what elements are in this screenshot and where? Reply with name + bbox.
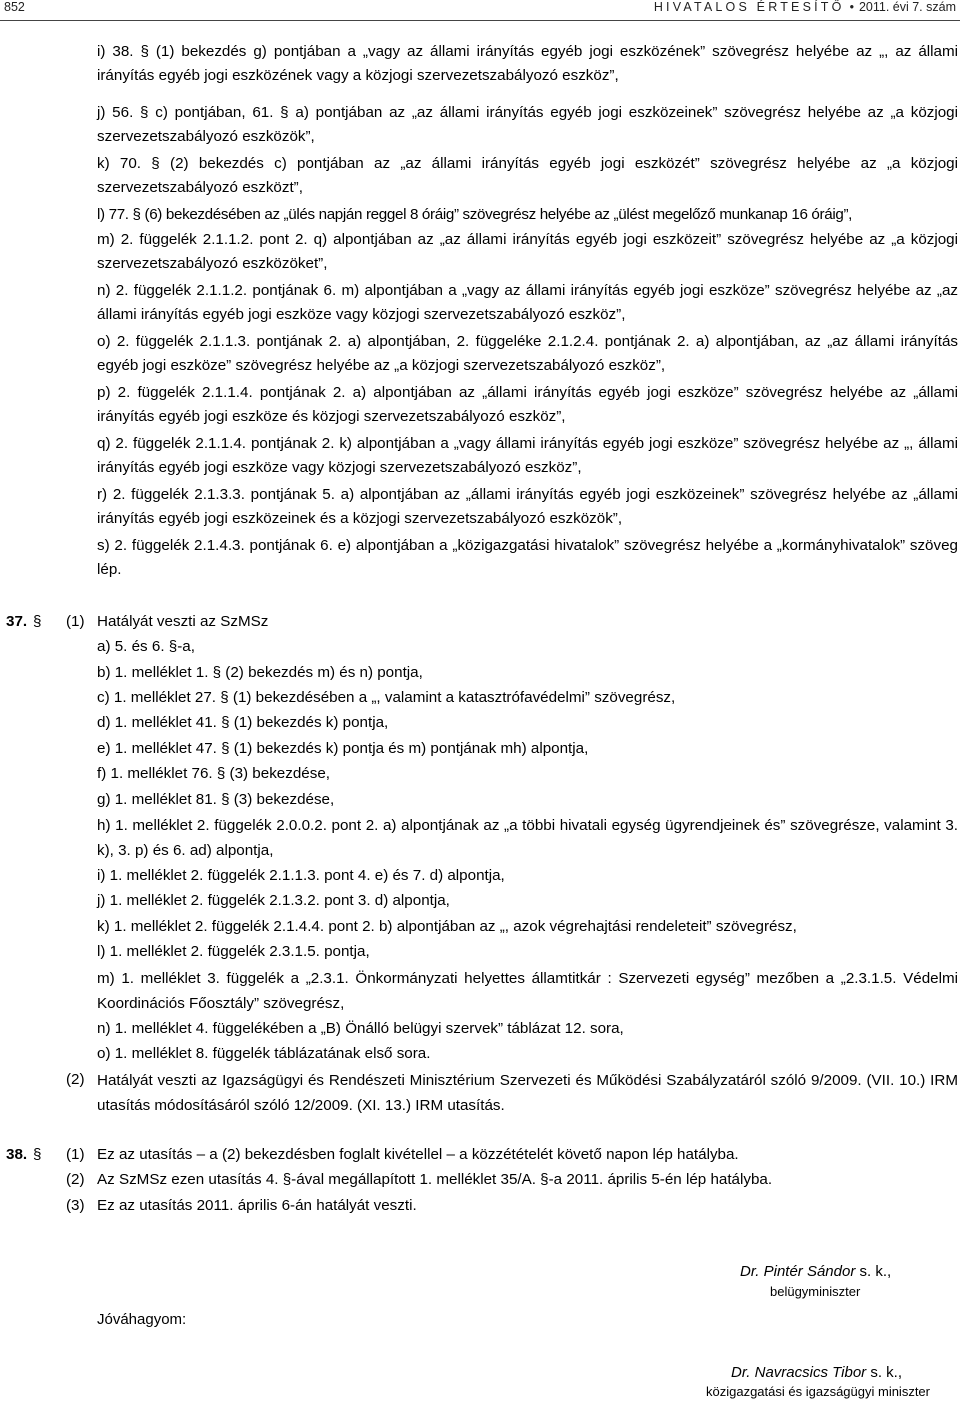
page-header [0,0,960,14]
approver-name: Dr. Navracsics Tibor [731,1364,867,1381]
item-n: n) 2. függelék 2.1.1.2. pontjának 6. m) alpontjában a „vagy az állami irányítás egyéb jogi eszköze” szövegrész helyébe az „az állami irányítás egyéb jogi eszköze vagy közjogi szervezetszabályozó eszköz”, [97,282,958,324]
item-l: l) 77. § (6) bekezdésében az „ülés napján reggel 8 óráig” szövegrész helyébe az „ülést megelőző munkanap 16 óráig”, [97,206,853,223]
approval-label: Jóváhagyom: [97,1311,187,1328]
repeal-item-a: a) 5. és 6. §-a, [97,638,195,655]
signer-name: Dr. Pintér Sándor [740,1263,856,1280]
item-k: k) 70. § (2) bekezdés c) pontjában az „az állami irányítás egyéb jogi eszközét” szövegrész helyébe az „a közjogi szervezetszabályozó eszközt”, [97,155,958,197]
section-38-number: 38. [6,1146,28,1163]
section-38-para2-text: Az SzMSz ezen utasítás 4. §-ával megállapított 1. melléklet 35/A. §-a 2011. április 5-én lép hatályba. [97,1171,773,1188]
repeal-item-g: g) 1. melléklet 81. § (3) bekezdése, [97,791,335,808]
item-o: o) 2. függelék 2.1.1.3. pontjának 2. a) alpontjában, 2. függeléke 2.1.2.4. pontjának 2. a) alpontjában, az „az állami irányítás egyéb jogi eszköze” szövegrész helyébe az „a közjogi szervezetszabályozó eszköz”, [97,333,958,375]
section-38-para2-number: (2) [66,1171,85,1188]
section-38-para1-text: Ez az utasítás – a (2) bekezdésben foglalt kivétellel – a közzétételét követő napon lép hatályba. [97,1146,739,1163]
publication-title: HIVATALOS ÉRTESÍTŐ [653,0,845,14]
section-38-para3-text: Ez az utasítás 2011. április 6-án hatályát veszti. [97,1197,417,1214]
repeal-item-j: j) 1. melléklet 2. függelék 2.1.3.2. pont 3. d) alpontja, [97,892,450,909]
item-p: p) 2. függelék 2.1.1.4. pontjának 2. a) alpontjában az „állami irányítás egyéb jogi eszköze” szövegrész helyébe az „állami irányítás egyéb jogi eszköze és közjogi szervezetszabályozó eszköz”, [97,384,958,426]
repeal-item-h: h) 1. melléklet 2. függelék 2.0.0.2. pont 2. a) alpontjának az „a többi hivatali egység ügyrendjeinek és” szövegrésze, valamint 3. k), 3. p) és 6. ad) alpontja, [97,817,958,859]
item-r: r) 2. függelék 2.1.3.3. pontjának 5. a) alpontjában az „állami irányítás egyéb jogi eszközeinek” szövegrész helyébe az „állami irányítás egyéb jogi eszközeinek és a közjogi szervezetszabályozó eszközök”, [97,486,958,528]
section-37-para2-number: (2) [66,1071,85,1088]
section-37-number: 37. [6,613,28,630]
item-q: q) 2. függelék 2.1.1.4. pontjának 2. k) alpontjában a „vagy állami irányítás egyéb jogi eszköze” szövegrész helyébe az „, állami irányítás egyéb jogi eszköze vagy közjogi szervezetszabályozó eszköz”, [97,435,958,477]
repeal-item-n: n) 1. melléklet 4. függelékében a „B) Önálló belügyi szervek” táblázat 12. sora, [97,1020,624,1037]
repeal-item-l: l) 1. melléklet 2. függelék 2.3.1.5. pontja, [97,943,370,960]
header-publication [654,0,956,14]
signature-minister [740,1262,891,1282]
approver-title: közigazgatási és igazságügyi miniszter [706,1384,930,1399]
section-38-symbol: § [33,1146,42,1163]
repeal-item-e: e) 1. melléklet 47. § (1) bekezdés k) pontja és m) pontjának mh) alpontja, [97,740,589,757]
repeal-item-f: f) 1. melléklet 76. § (3) bekezdése, [97,765,330,782]
signer-title: belügyminiszter [770,1284,861,1299]
section-38-para3-number: (3) [66,1197,85,1214]
repeal-item-k: k) 1. melléklet 2. függelék 2.1.4.4. pont 2. b) alpontjában az „, azok végrehajtási rendeleteit” szövegrész, [97,918,797,935]
section-37-para1-number: (1) [66,613,85,630]
repeal-item-m: m) 1. melléklet 3. függelék a „2.3.1. Önkormányzati helyettes államtitkár : Szervezeti egység” mezőben a „2.3.1.5. Védelmi Koordinációs Főosztály” szövegrész, [97,970,958,1012]
header-rule [0,20,960,21]
item-i: i) 38. § (1) bekezdés g) pontjában a „vagy az állami irányítás egyéb jogi eszközének” szövegrész helyébe az „, az állami irányítás egyéb jogi eszközének vagy a közjogi szervezetszabályozó eszköz”, [97,43,958,85]
section-37-para1-intro: Hatályát veszti az SzMSz [97,613,269,630]
repeal-item-d: d) 1. melléklet 41. § (1) bekezdés k) pontja, [97,714,389,731]
item-m: m) 2. függelék 2.1.1.2. pont 2. q) alpontjában az „az állami irányítás egyéb jogi eszközeit” szövegrész helyébe az „a közjogi szervezetszabályozó eszközöket”, [97,231,958,273]
section-37-para2-text: Hatályát veszti az Igazságügyi és Rendészeti Minisztérium Szervezeti és Működési Szabályzatáról szóló 9/2009. (VII. 10.) IRM utasítás módosításáról szóló 12/2009. (XI. 13.) IRM utasítás. [97,1072,958,1114]
repeal-item-i: i) 1. melléklet 2. függelék 2.1.1.3. pont 4. e) és 7. d) alpontja, [97,867,505,884]
signature-approver [731,1363,902,1383]
item-s: s) 2. függelék 2.1.4.3. pontjának 6. e) alpontjában a „közigazgatási hivatalok” szövegrész helyébe a „kormányhivatalok” szöveg lép. [97,537,958,579]
section-37-symbol: § [33,613,42,630]
repeal-item-c: c) 1. melléklet 27. § (1) bekezdésében a „, valamint a katasztrófavédelmi” szövegrész, [97,689,676,706]
page-number: 852 [4,0,25,14]
signer-suffix: s. k., [855,1263,892,1280]
issue-number: 2011. évi 7. szám [858,0,956,14]
bullet-separator: • [849,0,854,14]
item-j: j) 56. § c) pontjában, 61. § a) pontjában az „az állami irányítás egyéb jogi eszközeinek” szövegrész helyébe az „a közjogi szervezetszabályozó eszközök”, [97,104,958,146]
repeal-item-b: b) 1. melléklet 1. § (2) bekezdés m) és n) pontja, [97,664,423,681]
section-38-para1-number: (1) [66,1146,85,1163]
repeal-item-o: o) 1. melléklet 8. függelék táblázatának első sora. [97,1045,431,1062]
approver-suffix: s. k., [866,1364,903,1381]
